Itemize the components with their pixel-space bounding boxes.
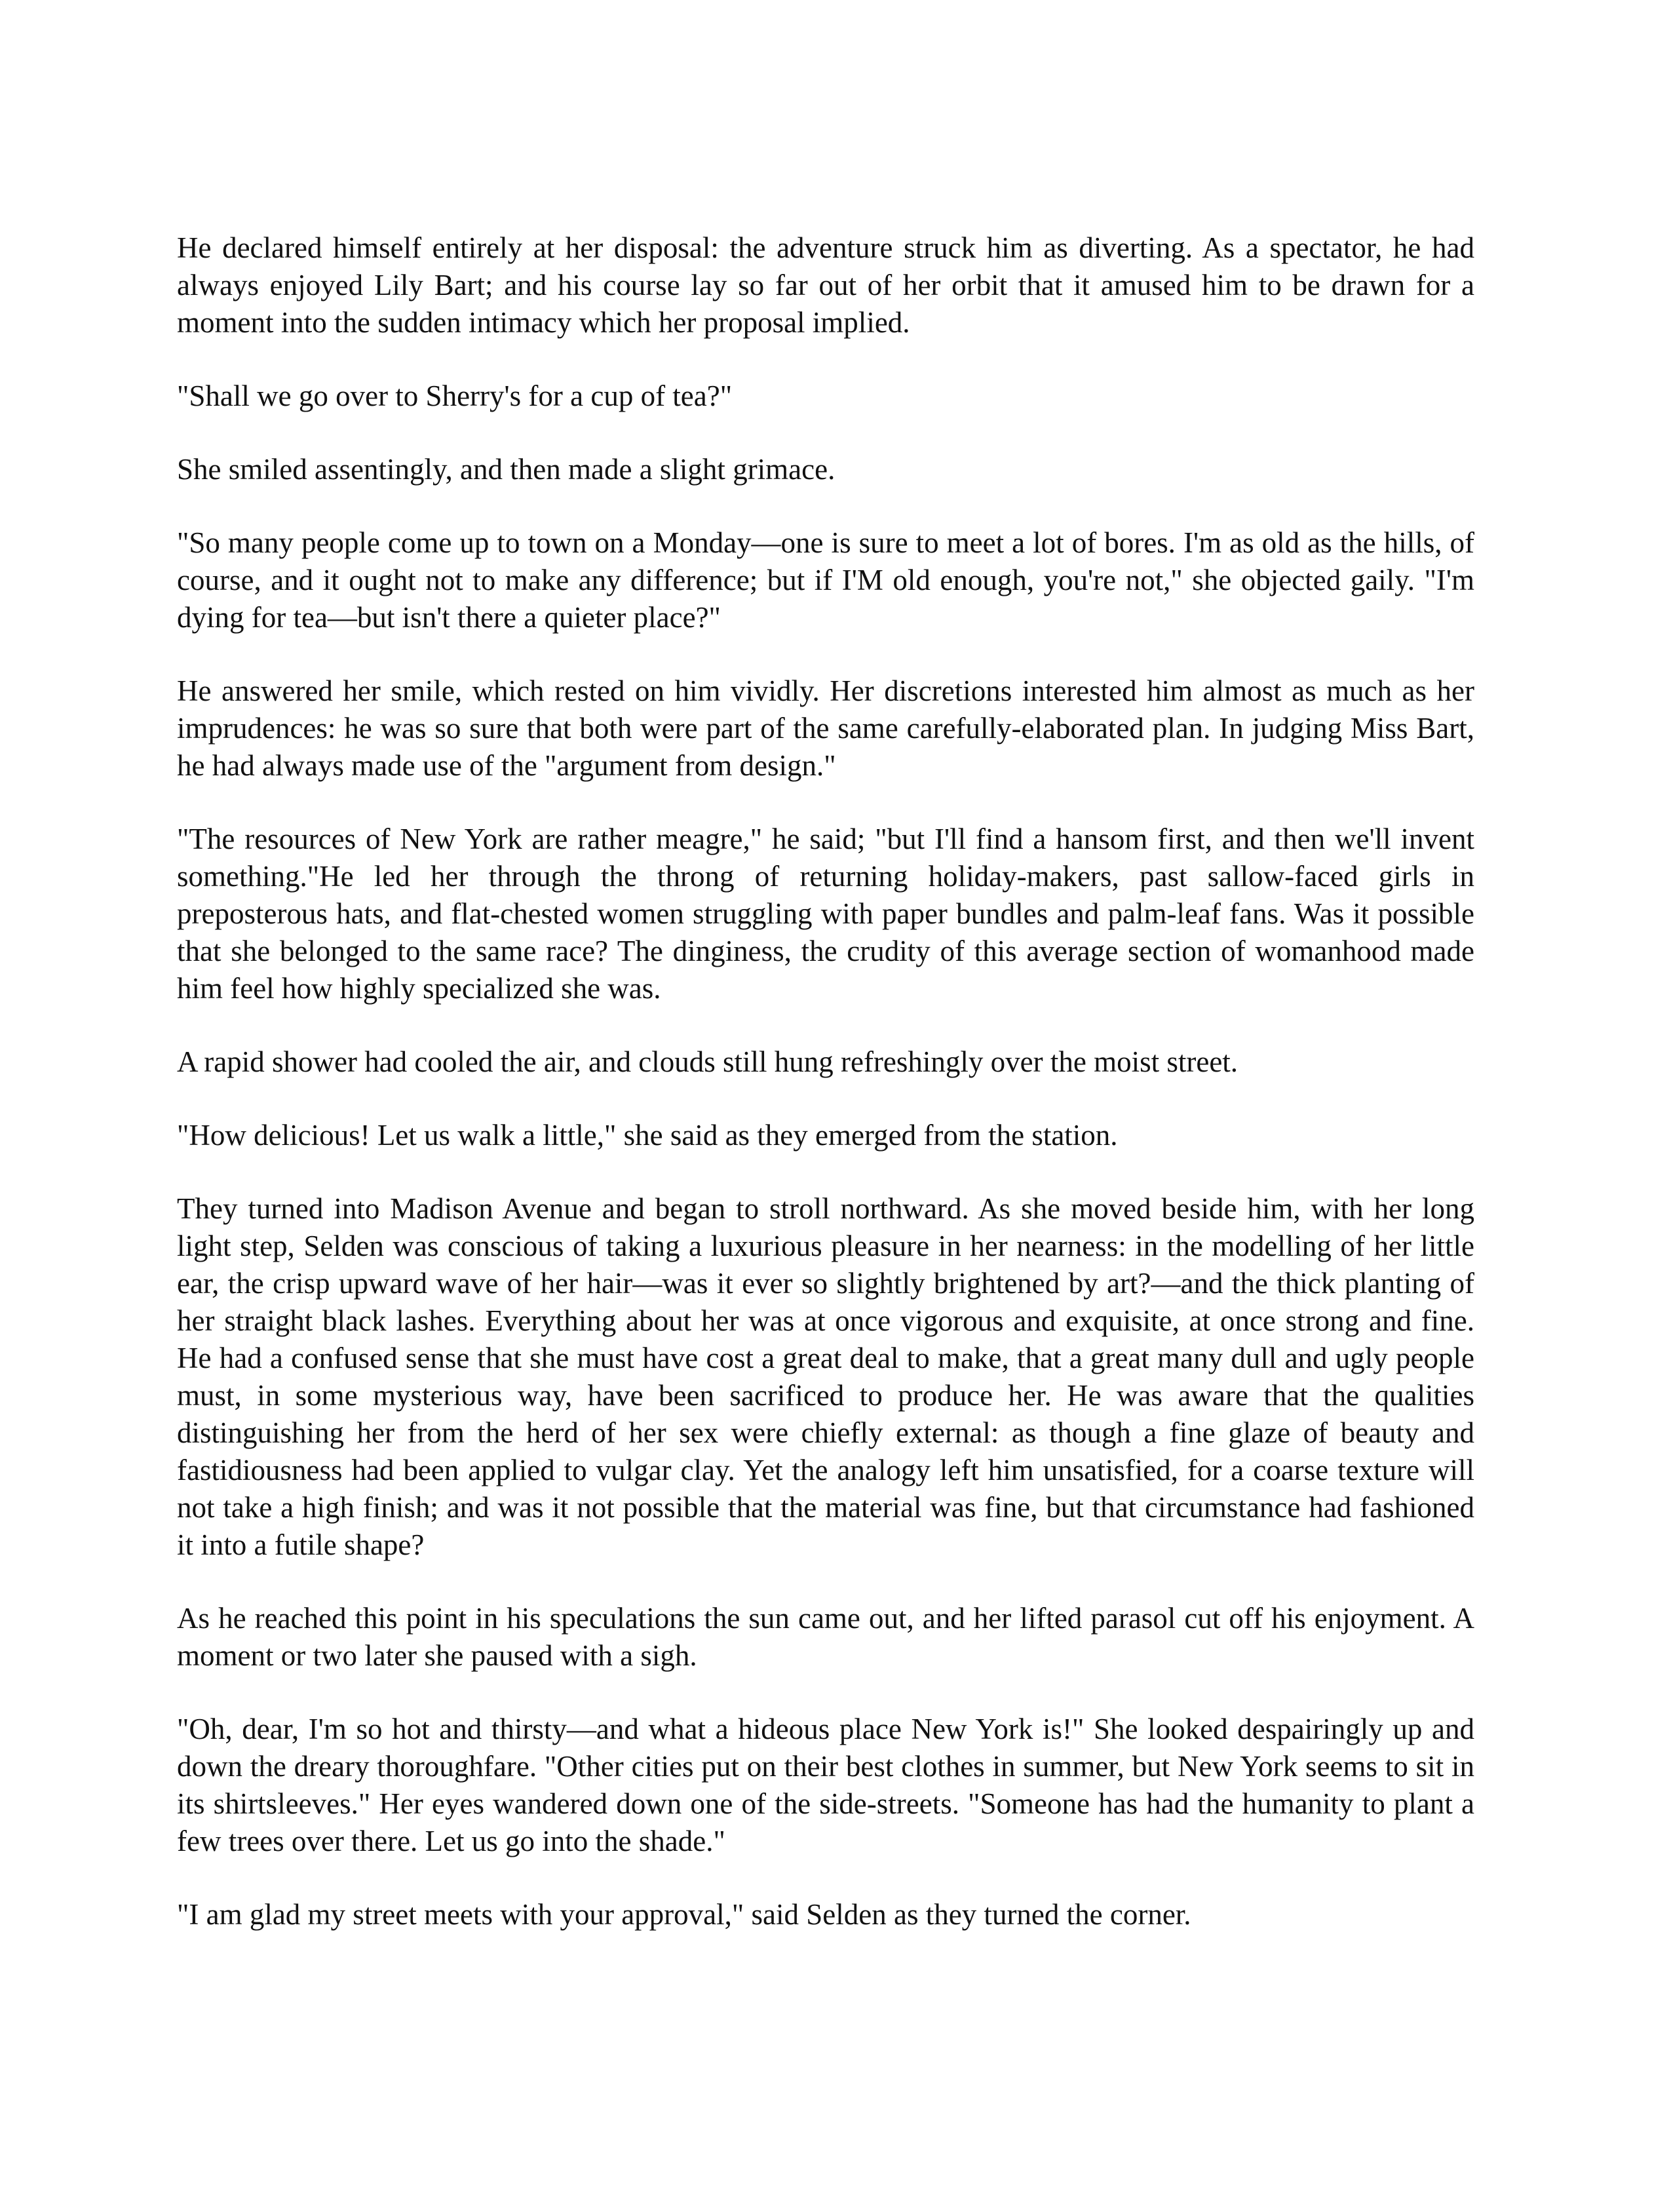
paragraph-9: They turned into Madison Avenue and began to stroll northward. As she moved beside him, with her long light step, Selden was conscious of taking a luxurious pleasure in her nearness: in the modelling of her little ear, the crisp upward wave of her hair—was it ever so slightly brightened by art?—and the thick planting of her straight black lashes. Everything about her was at once vigorous and exquisite, at once strong and fine. He had a confused sense that she must have cost a great deal to make, that a great many dull and ugly people must, in some mysterious way, have been sacrificed to produce her. He was aware that the qualities distinguishing her from the herd of her sex were chiefly external: as though a fine glaze of beauty and fastidiousness had been applied to vulgar clay. Yet the analogy left him unsatisfied, for a coarse texture will not take a high finish; and was it not possible that the material was fine, but that circumstance had fashioned it into a futile shape? [177,1192,1474,1561]
document-page [177,229,1474,1969]
paragraph-5: He answered her smile, which rested on him vividly. Her discretions interested him almost as much as her imprudences: he was so sure that both were part of the same carefully-elaborated plan. In judging Miss Bart, he had always made use of the "argument from design." [177,674,1474,782]
paragraph-8: "How delicious! Let us walk a little," she said as they emerged from the station. [177,1119,1118,1152]
paragraph-1: He declared himself entirely at her disposal: the adventure struck him as diverting. As a spectator, he had always enjoyed Lily Bart; and his course lay so far out of her orbit that it amused him to be drawn for a moment into the sudden intimacy which her proposal implied. [177,231,1474,339]
paragraph-11: "Oh, dear, I'm so hot and thirsty—and what a hideous place New York is!" She looked despairingly up and down the dreary thoroughfare. "Other cities put on their best clothes in summer, but New York seems to sit in its shirtsleeves." Her eyes wandered down one of the side-streets. "Someone has had the humanity to plant a few trees over there. Let us go into the shade." [177,1713,1474,1857]
paragraph-12: "I am glad my street meets with your approval," said Selden as they turned the corner. [177,1898,1191,1931]
paragraph-10: As he reached this point in his speculations the sun came out, and her lifted parasol cut off his enjoyment. A moment or two later she paused with a sigh. [177,1602,1474,1672]
paragraph-6: "The resources of New York are rather meagre," he said; "but I'll find a hansom first, and then we'll invent something."He led her through the throng of returning holiday-makers, past sallow-faced girls in preposterous hats, and flat-chested women struggling with paper bundles and palm-leaf fans. Was it possible that she belonged to the same race? The dinginess, the crudity of this average section of womanhood made him feel how highly specialized she was. [177,823,1474,1005]
paragraph-3: She smiled assentingly, and then made a slight grimace. [177,453,836,486]
paragraph-7: A rapid shower had cooled the air, and clouds still hung refreshingly over the moist street. [177,1045,1239,1078]
paragraph-4: "So many people come up to town on a Monday—one is sure to meet a lot of bores. I'm as old as the hills, of course, and it ought not to make any difference; but if I'M old enough, you're not," she objected gaily. "I'm dying for tea—but isn't there a quieter place?" [177,526,1474,634]
paragraph-2: "Shall we go over to Sherry's for a cup of tea?" [177,379,733,412]
